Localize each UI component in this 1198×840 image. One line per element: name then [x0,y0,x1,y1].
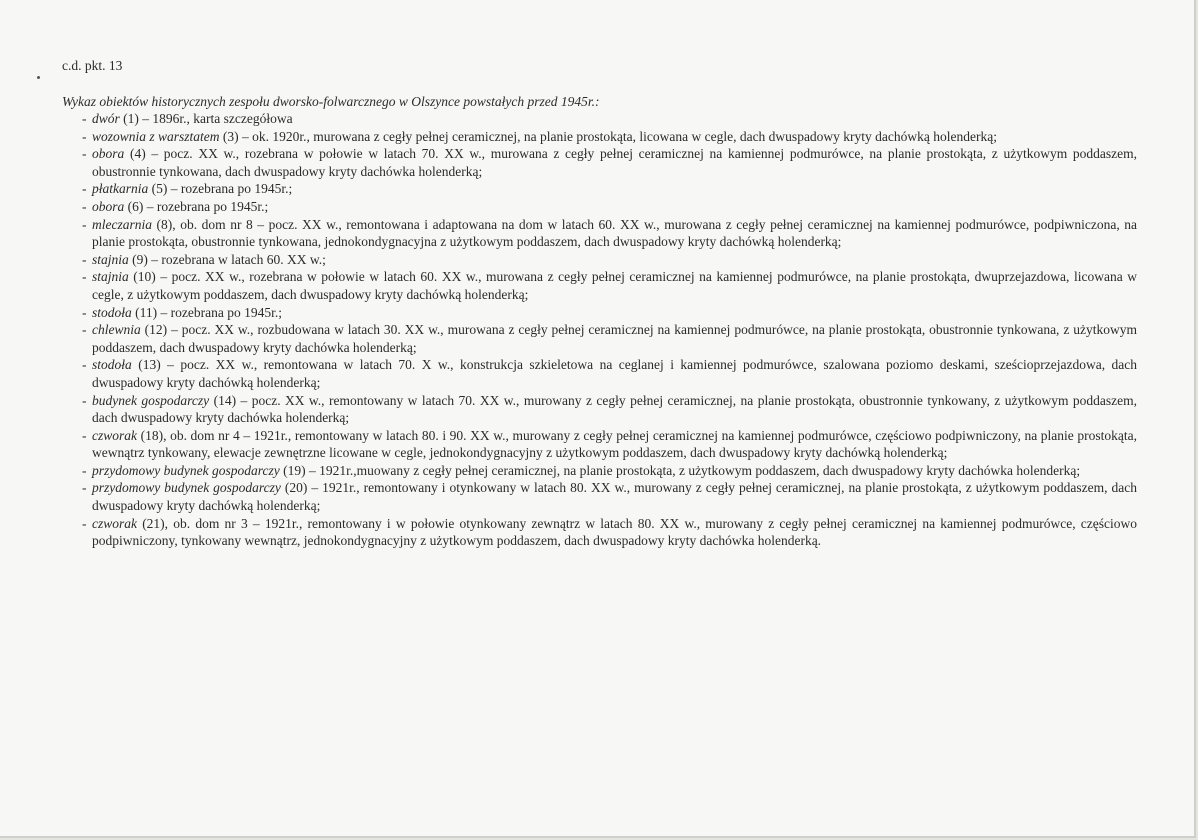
object-description: (13) – pocz. XX w., remontowana w latach 70. X w., konstrukcja szkieletowa na ceglanej i kamiennej podmurówce, szalowana poziomo deskami, sześcioprzejazdowa, dach dwuspadowy kryty dachówką holenderką; [92,357,1137,390]
object-list [62,110,1137,550]
object-description: (19) – 1921r.,muowany z cegły pełnej ceramicznej, na planie prostokąta, z użytkowym poddaszem, dach dwuspadowy kryty dachówka holenderką; [279,462,1081,478]
object-description: (10) – pocz. XX w., rozebrana w połowie w latach 60. XX w., murowana z cegły pełnej ceramicznej na kamiennej podmurówce, na planie prostokąta, dwuprzejazdowa, licowana w cegle, z użytkowym poddaszem, dach dwuspadowy kryty dachówką holenderką; [92,269,1137,302]
list-bullet: - [82,198,87,214]
section-reference: c.d. pkt. 13 [62,58,123,73]
object-name: przydomowy budynek gospodarczy [92,480,281,496]
list-bullet: - [82,181,87,197]
list-bullet: - [82,216,87,232]
object-description: (18), ob. dom nr 4 – 1921r., remontowany w latach 80. i 90. XX w., murowany z cegły pełnej ceramicznej na kamiennej podmurówce, częściowo podpiwniczony, na planie prostokąta, wewnątrz tynkowany, elewacje zewnętrzne licowane w cegle, jednokondygnacyjny z użytkowym poddaszem, dach dwuspadowy kryty dachówką holenderką; [92,427,1137,461]
object-description: (12) – pocz. XX w., rozbudowana w latach 30. XX w., murowana z cegły pełnej ceramicznej na kamiennej podmurówce, na planie prostokąta, obustronnie tynkowana, z użytkowym poddaszem, dach dwuspadowy kryty dachówka holenderką; [92,322,1137,355]
object-name: płatkarnia [92,181,149,197]
list-item [62,268,1137,303]
object-name: przydomowy budynek gospodarczy [92,462,280,478]
object-name: stodoła [92,357,132,373]
object-description: (8), ob. dom nr 8 – pocz. XX w., remontowana i adaptowana na dom w latach 60. XX w., murowana z cegły pełnej ceramicznej na kamiennej podmurówce, podpiwniczona, na planie prostokąta, obustronnie tynkowana, jednokondygnacyjna z użytkowym poddaszem, dach dwuspadowy kryty dachówką holenderką; [92,216,1137,250]
object-description: (14) – pocz. XX w., remontowany w latach 70. XX w., murowany z cegły pełnej ceramicznej, na planie prostokąta, obustronnie tynkowany, z użytkowym poddaszem, dach dwuspadowy kryty dachówka holenderką; [92,392,1137,426]
list-bullet: - [82,269,87,285]
object-description: (3) – ok. 1920r., murowana z cegły pełnej ceramicznej, na planie prostokąta, licowana w cegle, dach dwuspadowy kryty dachówką holenderką; [219,128,998,144]
list-item [62,304,1137,322]
list-item [62,198,1137,216]
object-name: stajnia [92,269,129,285]
list-bullet: - [82,146,87,162]
list-bullet: - [82,427,87,443]
object-description: (11) – rozebrana po 1945r.; [131,304,282,320]
list-item [62,251,1137,269]
object-name: budynek gospodarczy [92,392,210,408]
object-name: obora [92,198,125,214]
list-bullet: - [82,357,87,373]
object-name: czworak [92,427,137,443]
list-bullet: - [82,515,87,531]
object-description: (5) – rozebrana po 1945r.; [148,181,293,197]
object-description: (9) – rozebrana w latach 60. XX w.; [128,251,326,267]
list-item [62,392,1137,427]
list-item [62,479,1137,514]
list-item [62,216,1137,251]
list-bullet: - [82,322,87,338]
object-description: (4) – pocz. XX w., rozebrana w połowie w latach 70. XX w., murowana z cegły pełnej ceramicznej na kamiennej podmurówce, na planie prostokąta, z użytkowym poddaszem, obustronnie tynkowana, dach dwuspadowy kryty dachówka holenderką; [92,146,1137,179]
list-item [62,356,1137,391]
scan-speck [37,76,40,79]
object-name: stajnia [92,251,129,267]
object-description: (1) – 1896r., karta szczegółowa [119,111,293,126]
list-item [62,110,1137,128]
list-bullet: - [82,462,87,478]
list-item [62,145,1137,180]
list-bullet: - [82,128,87,144]
object-name: chlewnia [92,322,141,338]
list-bullet: - [82,251,87,267]
object-name: obora [92,146,125,162]
list-bullet: - [82,111,87,126]
object-name: mleczarnia [92,216,152,232]
object-description: (6) – rozebrana po 1945r.; [124,198,269,214]
list-item [62,128,1137,146]
list-title: Wykaz obiektów historycznych zespołu dworsko-folwarcznego w Olszynce powstałych przed 1945r.: [62,94,600,109]
list-bullet: - [82,392,87,408]
list-item [62,515,1137,550]
object-name: dwór [92,111,120,126]
list-bullet: - [82,304,87,320]
list-bullet: - [82,480,87,496]
list-item [62,180,1137,198]
object-name: wozownia z warsztatem [92,128,220,144]
list-item [62,427,1137,462]
object-description: (21), ob. dom nr 3 – 1921r., remontowany i w połowie otynkowany zewnątrz w latach 80. XX w., murowany z cegły pełnej ceramicznej na kamiennej podmurówce, częściowo podpiwniczony, tynkowany wewnątrz, jednokondygnacyjny z użytkowym poddaszem, dach dwuspadowy kryty dachówka holenderką. [92,515,1137,549]
object-name: stodoła [92,304,132,320]
object-description: (20) – 1921r., remontowany i otynkowany w latach 80. XX w., murowany z cegły pełnej ceramicznej, na planie prostokąta, z użytkowym poddaszem, dach dwuspadowy kryty dachówką holenderką; [92,480,1137,514]
object-name: czworak [92,515,137,531]
list-item [62,462,1137,480]
list-item [62,321,1137,356]
